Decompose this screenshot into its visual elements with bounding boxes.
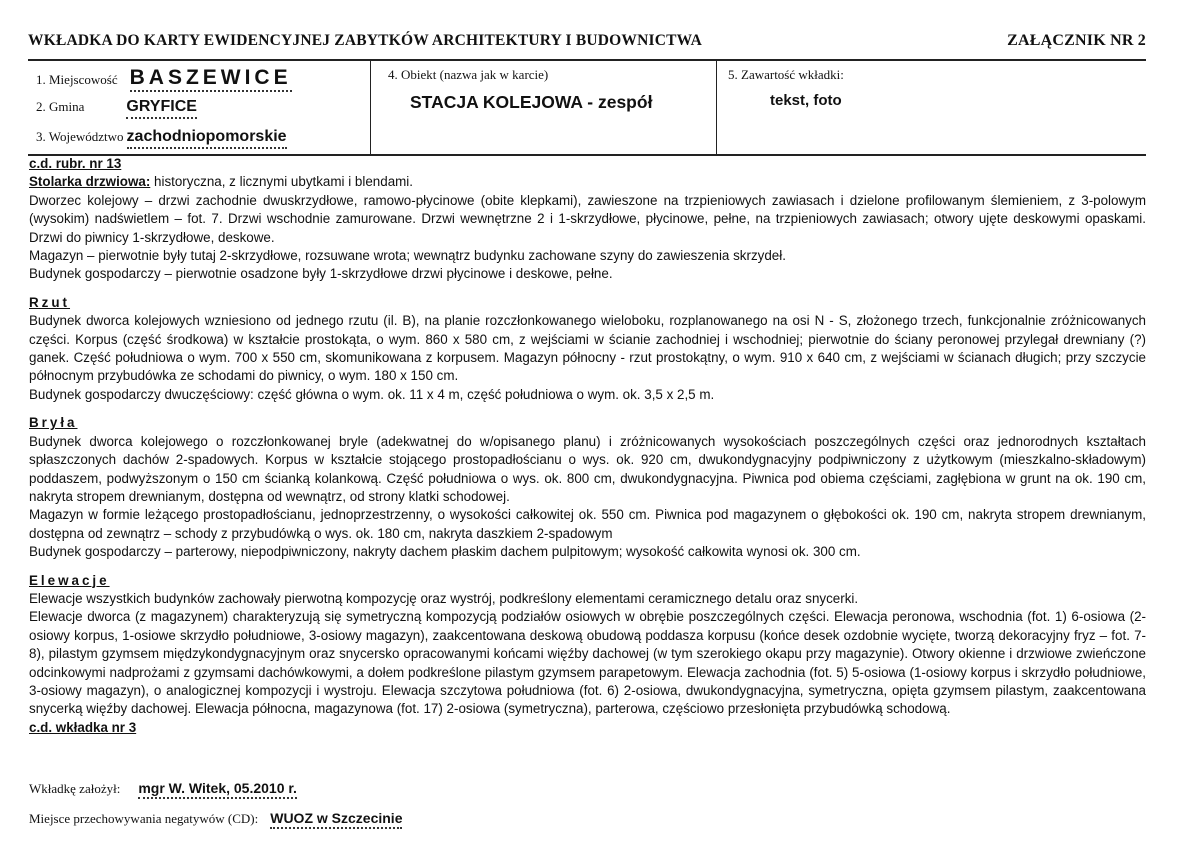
miejscowosc-label: 1. Miejscowość <box>36 72 118 87</box>
author-value: mgr W. Witek, 05.2010 r. <box>138 781 297 799</box>
location-cell <box>28 61 370 154</box>
stolarka-heading: Stolarka drzwiowa: <box>29 174 151 190</box>
negatives-location-label: Miejsce przechowywania negatywów (CD): <box>29 811 259 826</box>
bryla-heading: Bryła <box>29 415 78 431</box>
bryla-paragraph: Magazyn w formie leżącego prostopadłościanu, jednoprzestrzenny, o wysokości całkowitej ok. 550 cm. Piwnica pod magazynem o głębokości ok. 190 cm, nakryta stropem drewnianym, dostępna od zewnątrz – schody z przybudówką o wys. ok. 180 cm, nakryta daszkiem 2-spadowym <box>29 507 1146 541</box>
zawartosc-value: tekst, foto <box>770 92 842 109</box>
annex-number: ZAŁĄCZNIK NR 2 <box>1007 32 1146 49</box>
obiekt-label: 4. Obiekt (nazwa jak w karcie) <box>388 67 549 82</box>
document-title: WKŁADKA DO KARTY EWIDENCYJNEJ ZABYTKÓW ARCHITEKTURY I BUDOWNICTWA <box>28 32 703 49</box>
gmina-value: GRYFICE <box>126 99 197 119</box>
wojewodztwo-label: 3. Województwo <box>36 129 124 144</box>
bryla-paragraph: Budynek gospodarczy – parterowy, niepodpiwniczony, nakryty dachem płaskim dachem pulpitowym; wysokość całkowita wynosi ok. 300 cm. <box>29 544 861 560</box>
wojewodztwo-row <box>36 129 287 149</box>
gmina-row <box>36 99 197 119</box>
bryla-paragraph: Budynek dworca kolejowego o rozczłonkowanej bryle (adekwatnej do w/opisanego planu) i zróżnicowanych wysokościach poszczególnych części oraz jednorodnych kształtach spłaszczonych dachów 2-spadowych. Korpus w kształcie stojącego prostopadłościanu o wys. ok. 920 cm, dwukondygnacyjny podpiwniczony z użytkowym (mieszkalno-składowym) poddaszem, podwyższonym o 150 cm ścianką kolankową. Część południowa o wys. ok. 800 cm, dwukondygnacyjna. Piwnica pod obiema częściami, zagłębiona w grunt na ok. 190 cm, nakryta stropem drewnianym, dostępna od wewnątrz, od strony klatki schodowej. <box>29 433 1146 504</box>
stolarka-paragraph: Budynek gospodarczy – pierwotnie osadzone były 1-skrzydłowe drzwi płycinowe i deskowe, pełne. <box>29 266 613 282</box>
stolarka-paragraph: Magazyn – pierwotnie były tutaj 2-skrzydłowe, rozsuwane wrota; wewnątrz budynku zachowane szyny do zawieszenia skrzydeł. <box>29 248 786 264</box>
zawartosc-label: 5. Zawartość wkładki: <box>728 67 844 82</box>
column-divider <box>716 61 717 154</box>
column-divider <box>370 61 371 154</box>
rzut-paragraph: Budynek dworca kolejowych wzniesiono od jednego rzutu (il. B), na planie rozczłonkowanego wieloboku, rozplanowanego na osi N - S, złożonego trzech, funkcjonalnie zróżnicowanych części. Korpus (część środkowa) w kształcie prostokąta, o wym. 860 x 580 cm, z wejściami w ścianie zachodniej i wschodniej; pierwotnie do ściany peronowej przylegał drewniany (?) ganek. Część południowa o wym. 700 x 550 cm, skomunikowana z korpusem. Magazyn północny - rzut prostokątny, o wym. 910 x 640 cm, z wejściami w ścianach długich; przy szczycie północnym przybudówka ze schodami do piwnicy, o wym. 180 x 150 cm. <box>29 313 1146 384</box>
author-row <box>29 781 297 799</box>
elewacje-paragraph: Elewacje dworca (z magazynem) charakteryzują się symetryczną kompozycją podziałów osiowych w obrębie poszczególnych części. Elewacja peronowa, wschodnia (fot. 1) 6-osiowa (2-osiowy korpus, 1-osiowe skrzydło południowe, 3-osiowy magazyn), zaakcentowana deskową obudową poddasza korpusu (końce desek ozdobnie wycięte, tworzą dekoracyjny fryz – fot. 7-8), pilastym gzymsem międzykondygnacyjnym oraz snycersko opracowanymi końcami więźby dachowej (w tym szerokiego okapu przy magazynie). Otwory okienne i drzwiowe zwieńczone odcinkowymi nadprożami z gzymsami dachówkowymi, a dołem podkreślone pilastym gzymsem parapetowym. Elewacja zachodnia (fot. 5) 5-osiowa (1-osiowy korpus i skrzydło południowe, 3-osiowy magazyn), o analogicznej kompozycji i wystroju. Elewacja szczytowa południowa (fot. 6) 2-osiowa, dwukondygnacyjna, symetryczna, opięta gzymsem pilastym, zaakcentowana snycerką więźby dachowej. Elewacja północna, magazynowa (fot. 17) 2-osiowa (symetryczna), parterowa, częściowo przesłonięta przybudówką schodową. <box>29 609 1146 717</box>
continuation-note: c.d. rubr. nr 13 <box>29 156 122 171</box>
form-header-table <box>28 59 1146 156</box>
stolarka-intro: historyczna, z licznymi ubytkami i blendami. <box>150 174 413 190</box>
wojewodztwo-value: zachodniopomorskie <box>127 129 287 149</box>
negatives-location-value: WUOZ w Szczecinie <box>270 811 402 829</box>
continuation-note: c.d. wkładka nr 3 <box>29 719 137 735</box>
stolarka-paragraph: Dworzec kolejowy – drzwi zachodnie dwuskrzydłowe, ramowo-płycinowe (obite klepkami), zawieszone na trzpieniowych zawiasach i dzielone profilowanym ślemieniem, z 3-polowym (wysokim) nadświetlem – fot. 7. Drzwi wschodnie zamurowane. Drzwi wewnętrzne 2 i 1-skrzydłowe, płycinowe, pełne, na trzpieniowych zawiasach; otwory ujęte deskowymi opaskami. Drzwi do piwnicy 1-skrzydłowe, deskowe. <box>29 192 1146 245</box>
rzut-paragraph: Budynek gospodarczy dwuczęściowy: część główna o wym. ok. 11 x 4 m, część południowa o wym. ok. 3,5 x 2,5 m. <box>29 386 715 402</box>
author-label: Wkładkę założył: <box>29 781 121 796</box>
document-header <box>28 32 1146 50</box>
description-body <box>29 155 1146 737</box>
object-cell <box>380 61 700 154</box>
miejscowosc-value: BASZEWICE <box>130 67 292 92</box>
rzut-heading: Rzut <box>29 294 71 310</box>
gmina-label: 2. Gmina <box>36 99 85 114</box>
elewacje-heading: Elewacje <box>29 572 110 588</box>
obiekt-value: STACJA KOLEJOWA - zespół <box>410 92 653 112</box>
miejscowosc-row <box>36 67 292 92</box>
content-type-cell <box>728 61 1146 154</box>
negatives-location-row <box>29 811 402 829</box>
elewacje-paragraph: Elewacje wszystkich budynków zachowały pierwotną kompozycję oraz wystrój, podkreślony elementami ceramicznego detalu oraz snycerki. <box>29 590 859 606</box>
